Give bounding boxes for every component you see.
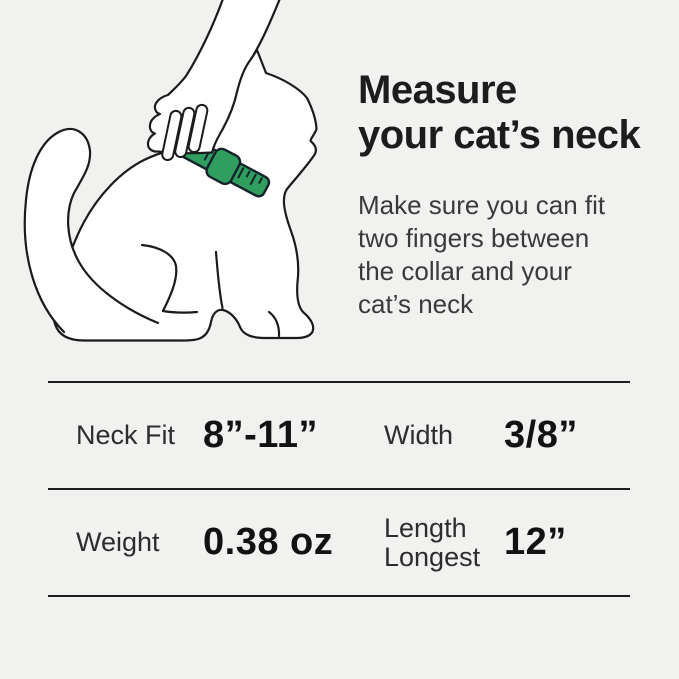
spec-table bbox=[48, 381, 630, 597]
spec-row-weight-length bbox=[48, 488, 630, 595]
hero-text-column bbox=[358, 68, 648, 321]
title-line-1: Measure bbox=[358, 68, 517, 112]
spec-label-width: Width bbox=[384, 420, 454, 450]
spec-value-width: 3/8” bbox=[504, 414, 578, 456]
spec-value-length-longest: 12” bbox=[504, 521, 567, 563]
fit-instructions-text: Make sure you can fit two fingers between the collar and your cat’s neck bbox=[358, 190, 606, 319]
page-title bbox=[358, 68, 648, 158]
spec-label-length-longest: Length Longest bbox=[384, 512, 481, 572]
spec-label-neck-fit: Neck Fit bbox=[76, 420, 176, 450]
spec-value-neck-fit: 8”-11” bbox=[203, 414, 318, 456]
spec-value-weight: 0.38 oz bbox=[203, 521, 334, 563]
spec-label-weight: Weight bbox=[76, 527, 160, 557]
title-line-2: your cat’s neck bbox=[358, 113, 641, 157]
cat-measuring-illustration bbox=[0, 0, 340, 360]
spec-row-neckfit-width bbox=[48, 381, 630, 488]
